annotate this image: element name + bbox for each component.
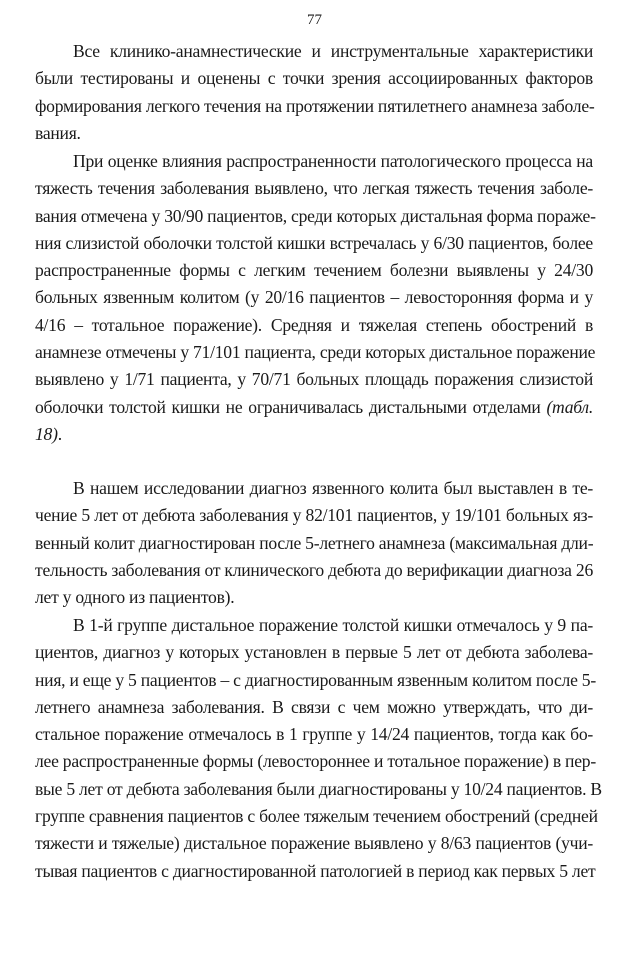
text-line: вания отмечена у 30/90 пациентов, среди которых дистальная форма пораже- — [35, 205, 596, 226]
text-line: формирования легкого течения на протяжении пятилетнего анамнеза заболе- — [35, 95, 595, 116]
text-line: выявлено у 1/71 пациента, у 70/71 больных площадь поражения слизистой — [35, 369, 593, 390]
text-line: тяжести и тяжелые) дистальное поражение выявлено у 8/63 пациентов (учи- — [35, 833, 593, 854]
text-line: 4/16 – тотальное поражение). Средняя и тяжелая степень обострений в — [35, 314, 593, 335]
text-line: циентов, диагноз у которых установлен в первые 5 лет от дебюта заболева- — [35, 642, 593, 663]
table-reference: (табл. — [546, 396, 593, 417]
text-line: тывая пациентов с диагностированной патологией в период как первых 5 лет — [35, 860, 596, 881]
text-line: летнего анамнеза заболевания. В связи с чем можно утверждать, что ди- — [35, 696, 593, 717]
text-line: В 1-й группе дистальное поражение толстой кишки отмечалось у 9 па- — [73, 615, 593, 635]
text-fragment: . — [57, 423, 62, 444]
text-line: анамнезе отмечены у 71/101 пациента, среди которых дистальное поражение — [35, 342, 596, 363]
text-line: При оценке влияния распространенности патологического процесса на — [73, 151, 593, 171]
table-reference: 18) — [35, 423, 58, 444]
text-line: стальное поражение отмечалось в 1 группе у 14/24 пациентов, тогда как бо- — [35, 724, 593, 745]
text-line: лет у одного из пациентов). — [35, 587, 235, 608]
paragraph-1 — [35, 38, 593, 147]
text-line: Все клинико-анамнестические и инструментальные характеристики — [73, 41, 593, 61]
text-line: распространенные формы с легким течением болезни выявлены у 24/30 — [35, 260, 593, 281]
text-line: вые 5 лет от дебюта заболевания были диагностированы у 10/24 пациентов. В — [35, 778, 602, 799]
page-number: 77 — [307, 12, 322, 28]
text-line-with-reference — [35, 394, 593, 421]
text-line: венный колит диагностирован после 5-летнего анамнеза (максимальная дли- — [35, 532, 594, 553]
text-line: больных язвенным колитом (у 20/16 пациентов – левосторонняя форма и у — [35, 287, 593, 308]
text-line: тельность заболевания от клинического дебюта до верификации диагноза 26 — [35, 559, 593, 580]
text-line: ния, и еще у 5 пациентов – с диагностированным язвенным колитом после 5- — [35, 669, 596, 690]
text-line: В нашем исследовании диагноз язвенного колита был выставлен в те- — [73, 478, 593, 498]
text-line: ния слизистой оболочки толстой кишки встречалась у 6/30 пациентов, более — [35, 232, 593, 253]
text-line: чение 5 лет от дебюта заболевания у 82/101 пациентов, у 19/101 больных яз- — [35, 505, 593, 526]
text-line — [35, 421, 593, 448]
text-line: тяжесть течения заболевания выявлено, что легкая тяжесть течения заболе- — [35, 178, 593, 199]
paragraph-4 — [35, 612, 602, 885]
paragraph-2 — [35, 148, 596, 448]
text-line: лее распространенные формы (левостороннее и тотальное поражение) в пер- — [35, 751, 596, 772]
text-line: вания. — [35, 122, 81, 143]
text-fragment: оболочки толстой кишки не ограничивалась дистальными отделами — [35, 396, 541, 417]
text-line: группе сравнения пациентов с более тяжелым течением обострений (средней — [35, 806, 598, 827]
paragraph-3 — [35, 475, 593, 611]
text-line: были тестированы и оценены с точки зрения ассоциированных факторов — [35, 68, 593, 89]
